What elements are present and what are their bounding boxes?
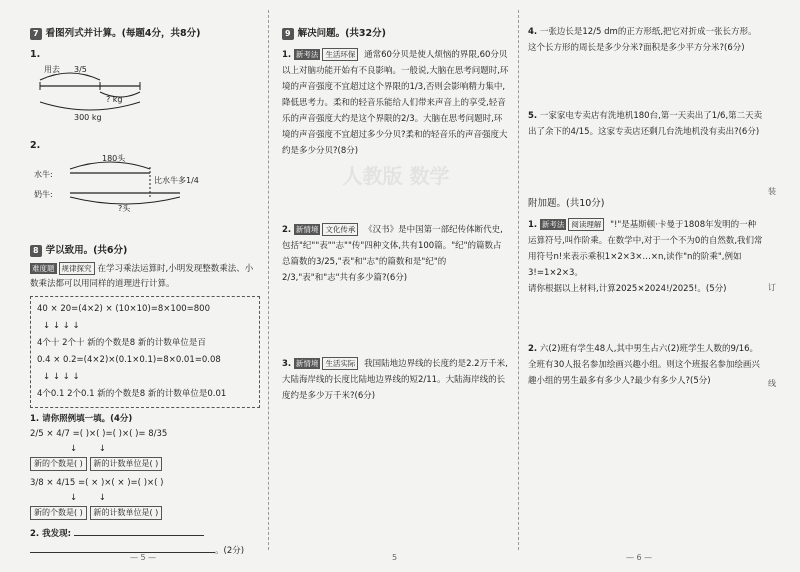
question-number: 2.: [30, 140, 41, 151]
row1-label: 水牛:: [34, 170, 53, 179]
problem-text: 我国陆地边界线的长度约是2.2万千米,大陆海岸线的长度比陆地边界线的短2/11。大陆海岸线的长度约是多少万千米?(6分): [282, 359, 508, 401]
section-badge: 8: [30, 245, 42, 257]
finding-blank-2[interactable]: [30, 542, 215, 553]
row2-label: 奶牛:: [34, 190, 53, 199]
problem-text: 《汉书》是中国第一部纪传体断代史,包括"纪""表""志""传"四种文体,共有100篇。"纪"的篇数占总篇数的3/25,"表"和"志"的篇数和是"纪"的2/3,"表"和"志"共有多少篇?(6分): [282, 225, 503, 283]
bonus-2: [528, 341, 763, 389]
part-2: [30, 525, 260, 542]
problem-text: 六(2)班有学生48人,其中男生占六(2)班学生人数的9/16。全班有30人报名参加绘画兴趣小组。则这个班报名参加绘画兴趣小组的男生最多有多少人?最少有多少人?(5分): [528, 344, 760, 386]
topic-tag: 文化传承: [322, 223, 358, 236]
total-label: 300 kg: [74, 113, 102, 122]
used-fraction: 3/5: [74, 65, 87, 74]
question-number: 1.: [528, 220, 538, 230]
intro-text: 在学习乘法运算时,小明发现整数乘法、小数乘法都可以用同样的道理进行计算。: [30, 264, 254, 289]
problem-text: 通常60分贝是使人烦恼的界限,60分贝以上对脑功能开始有不良影响。一般说,大脑在思考问题时,环境的声音强度不宜超过这个界限的1/3,否则会影响精力集中,降低思考力。柔和的轻音乐能给人们带来声音上的享受,轻音乐的声音强度大约是这个界限的2/3。大脑在思考问题时,环境的声音强度不宜超过多少分贝?柔和的轻音乐的声音强度大约是多少分贝?(8分): [282, 50, 509, 156]
new-unit-blank[interactable]: 新的计数单位是( ): [90, 506, 163, 520]
example-line: 4个0.1 2个0.1 新的个数是8 新的计数单位是0.01: [37, 389, 227, 399]
watermark: 人教版 数学: [342, 164, 450, 188]
fill-arrows: ↓ ↓: [70, 493, 106, 503]
question-number: 1.: [282, 50, 292, 60]
unknown-label: ?头: [118, 204, 131, 213]
section-title: 学以致用。(共6分): [45, 245, 128, 256]
new-count-blank[interactable]: 新的个数是( ): [30, 506, 87, 520]
new-method-tag: 新考法: [295, 50, 319, 59]
section-badge: 9: [282, 28, 294, 40]
question-1: [30, 47, 260, 122]
question-number: 5.: [528, 111, 538, 121]
question-number: 3.: [282, 359, 292, 369]
binding-mark-bot: 线: [768, 379, 776, 388]
fill-answers-2: [30, 506, 260, 521]
question-number: 4.: [528, 27, 538, 37]
finding-blank[interactable]: [74, 525, 204, 536]
top-label: 180头: [102, 154, 126, 163]
part-1-title: 1. 请你照例填一填。(4分): [30, 414, 133, 424]
part-2-title: 2. 我发现:: [30, 529, 72, 539]
column-middle: [282, 20, 510, 410]
example-line: 0.4 × 0.2=(4×2)×(0.1×0.1)=8×0.01=0.08: [37, 355, 221, 365]
new-context-tag: 新情境: [295, 359, 319, 368]
unknown-label: ? kg: [106, 95, 123, 104]
new-count-blank[interactable]: 新的个数是( ): [30, 457, 87, 471]
problem-text: 一家家电专卖店有洗地机180台,第一天卖出了1/6,第二天卖出了余下的4/15。这家专卖店还剩几台洗地机没有卖出?(6分): [528, 111, 763, 137]
problem-text: 一张边长是12/5 dm的正方形纸,把它对折成一张长方形。这个长方形的周长是多少分米?面积是多少平方分米?(6分): [528, 27, 757, 53]
section-8-header: [30, 243, 260, 258]
problem-4: [528, 24, 763, 56]
section-title: 看图列式并计算。(每题4分，共8分): [45, 28, 201, 39]
fill-arrows: ↓ ↓: [70, 444, 106, 454]
fill-line-2[interactable]: 3/8 × 4/15 =( × )×( × )=( )×( ): [30, 478, 164, 488]
new-context-tag: 新情境: [295, 225, 319, 234]
bar-diagram-2: [30, 153, 260, 211]
part-2-score: 。(2分): [215, 546, 245, 556]
brace-total: [40, 102, 140, 110]
question-number: 2.: [282, 225, 292, 235]
new-method-tag: 新考法: [541, 220, 565, 229]
problem-text: "!"是基斯顿·卡曼于1808年发明的一种运算符号,叫作阶乘。在数学中,对于一个不为0的自然数,我们常用符号n!来表示乘积1×2×3×…×n,读作"n的阶乘",例如3!=1×2×3。: [528, 220, 763, 278]
question-number: 1.: [30, 49, 41, 60]
topic-tag: 生活环保: [322, 48, 358, 61]
column-divider: [518, 10, 519, 550]
bonus-1: [528, 217, 763, 297]
binding-mark-top: 装: [768, 187, 776, 196]
intro-paragraph: [30, 262, 260, 292]
binding-mark-mid: 订: [768, 283, 776, 292]
column-left: [30, 20, 260, 559]
topic-tag: 阅读理解: [568, 218, 604, 231]
topic-tag: 规律探究: [59, 262, 95, 275]
page-number-left: — 5 —: [130, 553, 157, 562]
example-arrows: ↓ ↓ ↓ ↓: [43, 372, 80, 382]
bonus-header: [528, 196, 763, 211]
problem-1: [282, 47, 510, 159]
problem-5: [528, 108, 763, 140]
fill-answers-1: [30, 457, 260, 472]
example-arrows: ↓ ↓ ↓ ↓: [43, 321, 80, 331]
section-7-header: [30, 26, 260, 41]
page-number-right: — 6 —: [626, 553, 653, 562]
section-9-header: [282, 26, 510, 41]
part-1: [30, 412, 260, 559]
bar-diagram-1: [30, 62, 260, 122]
example-line: 40 × 20=(4×2) × (10×10)=8×100=800: [37, 304, 210, 314]
topic-tag: 生活实际: [322, 357, 358, 370]
compare-label: 比水牛多1/4: [154, 176, 199, 185]
column-right: [528, 20, 763, 395]
new-unit-blank[interactable]: 新的计数单位是( ): [90, 457, 163, 471]
example-box: [30, 296, 260, 408]
section-badge: 7: [30, 28, 42, 40]
used-label: 用去: [44, 65, 60, 74]
problem-ask: 请你根据以上材料,计算2025×2024!/2025!。(5分): [528, 284, 727, 294]
page-number-mid: 5: [392, 553, 398, 562]
column-divider: [268, 10, 269, 550]
bonus-title: 附加题。(共10分): [528, 198, 605, 209]
difficulty-tag: 难度题: [32, 264, 55, 273]
question-number: 2.: [528, 344, 538, 354]
example-line: 4个十 2个十 新的个数是8 新的计数单位是百: [37, 338, 206, 348]
fill-line-1[interactable]: 2/5 × 4/7 =( )×( )=( )×( )= 8/35: [30, 429, 168, 439]
question-2: [30, 138, 260, 211]
section-title: 解决问题。(共32分): [297, 28, 386, 39]
problem-2: [282, 222, 510, 286]
problem-3: [282, 356, 510, 404]
